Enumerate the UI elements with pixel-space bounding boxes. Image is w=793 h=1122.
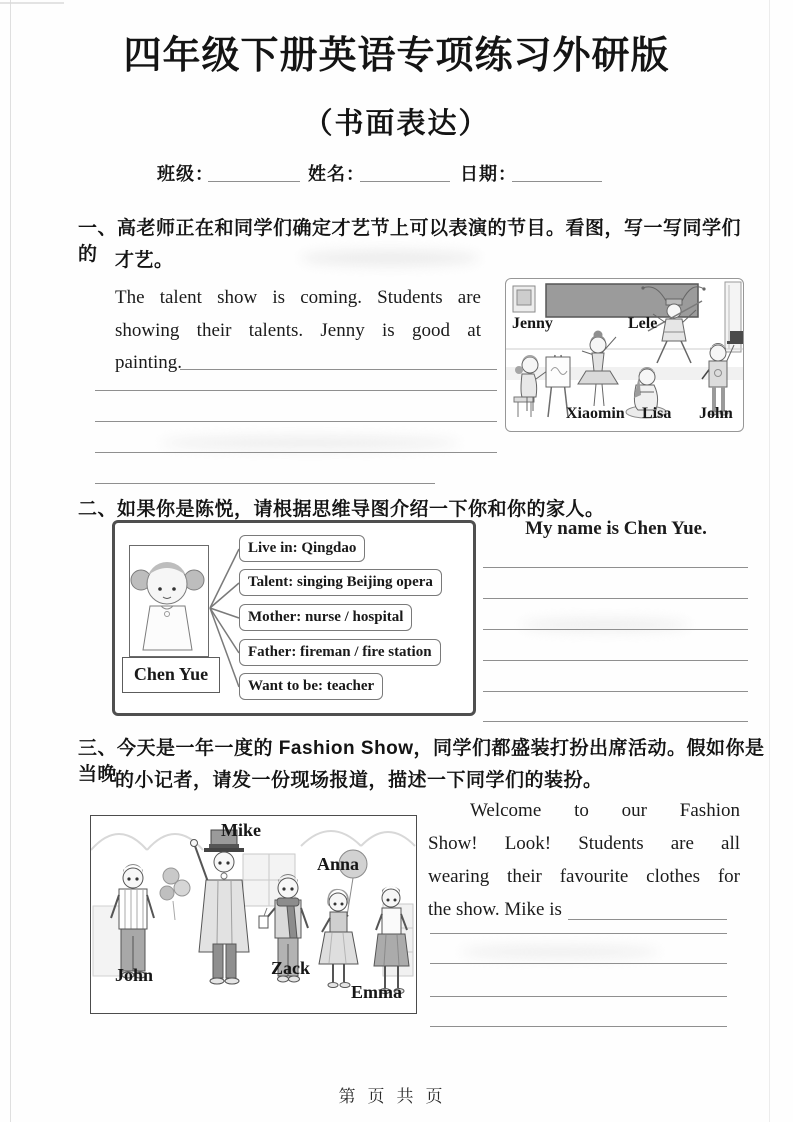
mindmap-box: [112, 520, 476, 716]
answer-line[interactable]: [430, 996, 727, 997]
student-label-xiaomin: Xiaomin: [566, 405, 625, 422]
student-label-zack: Zack: [271, 958, 311, 978]
section1-heading-line1: 一、高老师正在和同学们确定才艺节上可以表演的节目。看图，写一写同学们的: [78, 218, 742, 265]
class-blank[interactable]: [208, 181, 300, 182]
student-label-lisa: Lisa: [642, 405, 672, 422]
girl-portrait-drawing: [130, 546, 205, 653]
student-label-mike: Mike: [221, 820, 261, 840]
answer-line[interactable]: [483, 567, 748, 568]
student-label-emma: Emma: [351, 982, 402, 1002]
section3-paragraph-line2: Show! Look! Students are all: [428, 833, 740, 854]
answer-line[interactable]: [483, 629, 748, 630]
page-subtitle: （书面表达）: [303, 108, 490, 140]
name-label: 姓名：: [308, 164, 365, 184]
answer-line[interactable]: [430, 1026, 727, 1027]
section3-paragraph-line4: the show. Mike is: [428, 899, 562, 920]
section2-answer-opening: My name is Chen Yue.: [525, 518, 707, 539]
page-top-edge: [0, 2, 64, 4]
student-label-lele: Lele: [628, 315, 658, 332]
answer-line[interactable]: [483, 691, 748, 692]
page-title: 四年级下册英语专项练习外研版: [123, 35, 670, 77]
section3-paragraph-line1: Welcome to our Fashion: [470, 800, 740, 821]
date-label: 日期：: [460, 164, 517, 184]
fact-mother: Mother: nurse / hospital: [239, 604, 412, 631]
section1-paragraph-line3: painting.: [115, 352, 183, 373]
bleed-smudge: [460, 945, 660, 959]
fact-father: Father: fireman / fire station: [239, 639, 441, 666]
fact-live-in: Live in: Qingdao: [239, 535, 365, 562]
chen-yue-portrait: [129, 545, 209, 657]
student-label-anna: Anna: [317, 854, 360, 874]
answer-line[interactable]: [95, 421, 497, 422]
answer-line[interactable]: [430, 933, 727, 934]
answer-line[interactable]: [430, 963, 727, 964]
answer-line[interactable]: [180, 369, 497, 370]
answer-line[interactable]: [483, 660, 748, 661]
bleed-smudge: [160, 436, 460, 450]
answer-line[interactable]: [95, 452, 497, 453]
section3-paragraph-line3: wearing their favourite clothes for: [428, 866, 740, 887]
section1-paragraph-line1: The talent show is coming. Students are: [115, 287, 481, 308]
section3-heading-line1: 三、今天是一年一度的 Fashion Show，同学们都盛装打扮出席活动。假如你是当晚: [78, 738, 765, 785]
fact-talent: Talent: singing Beijing opera: [239, 569, 442, 596]
section1-heading-line2: 才艺。: [115, 250, 174, 271]
section1-paragraph-line2: showing their talents. Jenny is good at: [115, 320, 481, 341]
page-footer: 第页共页: [338, 1087, 455, 1106]
student-label-john2: John: [115, 965, 154, 985]
answer-line[interactable]: [95, 390, 497, 391]
person-name-box: Chen Yue: [122, 657, 220, 693]
name-blank[interactable]: [360, 181, 450, 182]
answer-line[interactable]: [568, 919, 727, 920]
fact-want-to-be: Want to be: teacher: [239, 673, 383, 700]
fashion-show-illustration: [90, 815, 417, 1014]
page-right-edge: [769, 0, 770, 1122]
student-label-john: John: [699, 405, 733, 422]
student-label-jenny: Jenny: [512, 315, 553, 332]
section3-heading-line2: 的小记者，请发一份现场报道，描述一下同学们的装扮。: [115, 770, 603, 791]
answer-line[interactable]: [483, 721, 748, 722]
class-label: 班级：: [157, 164, 214, 184]
page-left-edge: [10, 0, 11, 1122]
talent-show-illustration: [505, 278, 744, 432]
answer-line[interactable]: [483, 598, 748, 599]
answer-line[interactable]: [95, 483, 435, 484]
date-blank[interactable]: [512, 181, 602, 182]
section2-heading: 二、如果你是陈悦，请根据思维导图介绍一下你和你的家人。: [78, 499, 605, 520]
